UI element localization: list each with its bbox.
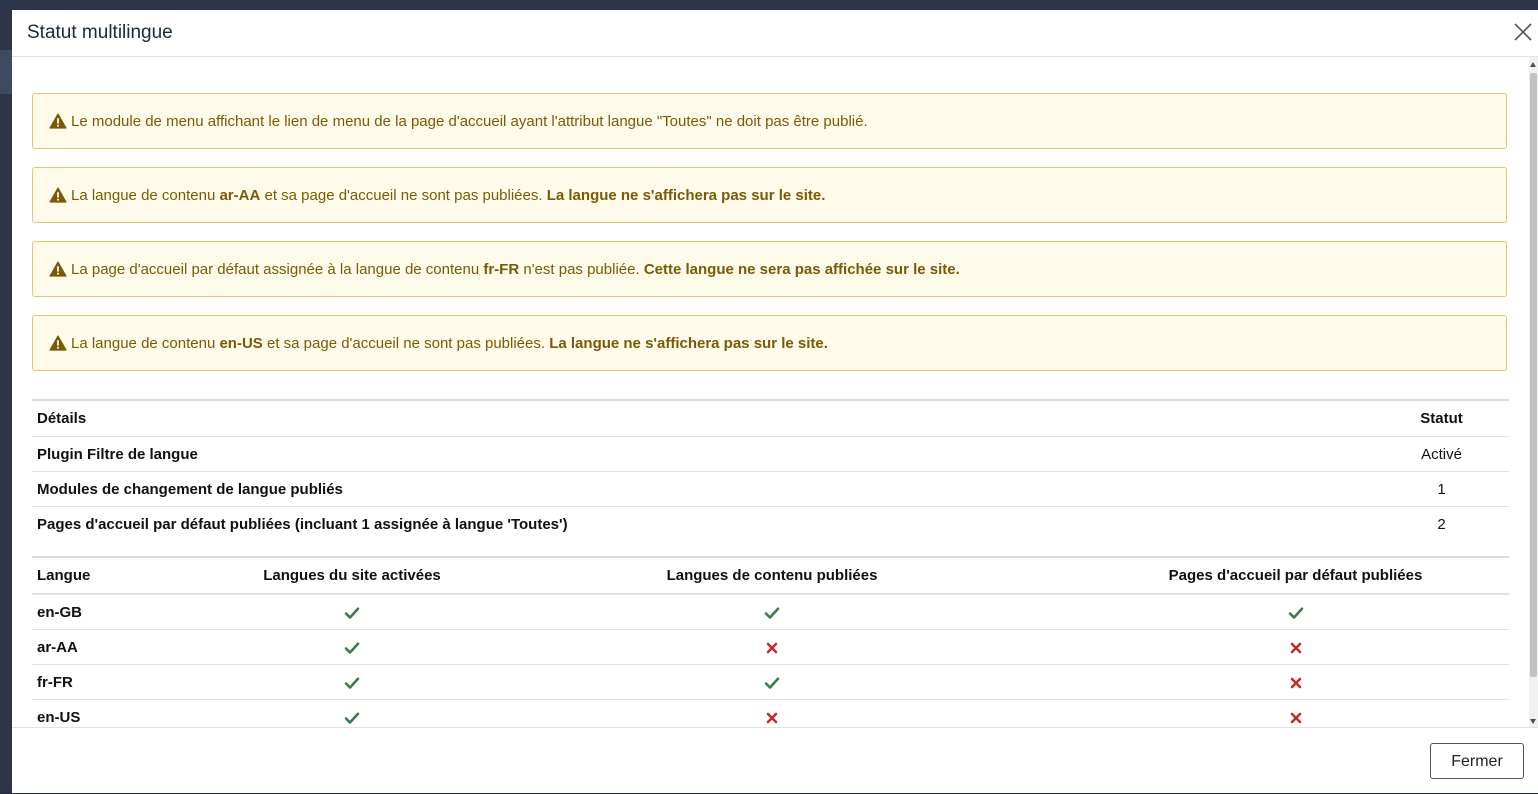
check-icon	[344, 675, 360, 691]
details-label: Modules de changement de langue publiés	[32, 472, 1374, 507]
site-enabled-status	[242, 630, 462, 665]
alert-emphasis: La langue ne s'affichera pas sur le site.	[549, 334, 828, 352]
alert-emphasis: La langue ne s'affichera pas sur le site.	[546, 186, 826, 204]
cross-icon	[1288, 710, 1304, 726]
multilingual-status-modal	[12, 10, 1538, 793]
home-published-status	[1082, 665, 1509, 700]
alert-message	[71, 187, 825, 204]
close-button[interactable]: Fermer	[1430, 743, 1524, 779]
modal-body	[12, 57, 1538, 727]
details-status-value: 1	[1374, 472, 1509, 507]
language-code: en-US	[32, 700, 242, 728]
language-row	[32, 594, 1509, 630]
cross-icon	[764, 640, 780, 656]
cross-icon	[1288, 640, 1304, 656]
background-app-topbar	[0, 0, 1538, 10]
language-code: fr-FR	[32, 665, 242, 700]
warning-triangle-icon	[49, 187, 67, 203]
background-app-sidebar	[0, 10, 12, 793]
language-row	[32, 630, 1509, 665]
modal-footer	[12, 727, 1538, 794]
language-header: Langue	[32, 557, 242, 594]
site-enabled-status	[242, 594, 462, 630]
details-row	[32, 507, 1509, 542]
languages-header-row	[32, 557, 1509, 594]
home-published-status	[1082, 630, 1509, 665]
alert-language-code: en-US	[219, 334, 263, 352]
alert-language-code: fr-FR	[483, 260, 520, 278]
languages-table	[32, 556, 1509, 727]
details-table	[32, 399, 1509, 541]
home-published-status	[1082, 700, 1509, 728]
home-published-header: Pages d'accueil par défaut publiées	[1082, 557, 1509, 594]
warning-triangle-icon	[49, 113, 67, 129]
check-icon	[764, 675, 780, 691]
alert-emphasis: Cette langue ne sera pas affichée sur le site.	[643, 260, 960, 278]
alert-message	[71, 335, 828, 352]
details-label: Plugin Filtre de langue	[32, 437, 1374, 472]
details-status-value: 2	[1374, 507, 1509, 542]
scroll-down-arrow[interactable]	[1530, 719, 1536, 724]
language-row	[32, 665, 1509, 700]
alert-language-code: ar-AA	[219, 186, 261, 204]
modal-header	[12, 10, 1538, 57]
alert-message	[71, 113, 868, 130]
details-row	[32, 472, 1509, 507]
content-published-header: Langues de contenu publiées	[462, 557, 1082, 594]
modal-title: Statut multilingue	[27, 22, 173, 43]
details-label: Pages d'accueil par défaut publiées (incluant 1 assignée à langue 'Toutes')	[32, 507, 1374, 542]
alert-text: La langue de contenu	[71, 186, 220, 204]
warning-alert	[32, 241, 1507, 297]
alert-text: Le module de menu affichant le lien de menu de la page d'accueil ayant l'attribut langue "Toutes" ne doit pas être publié.	[71, 112, 868, 130]
content-published-status	[462, 594, 1082, 630]
background-sidebar-highlight	[0, 50, 12, 94]
close-icon[interactable]	[1512, 21, 1534, 43]
alert-text-continued: et sa page d'accueil ne sont pas publiées.	[262, 334, 550, 352]
site-enabled-status	[242, 700, 462, 728]
status-header: Statut	[1374, 400, 1509, 437]
alert-text-continued: n'est pas publiée.	[519, 260, 644, 278]
check-icon	[764, 605, 780, 621]
warning-alert	[32, 167, 1507, 223]
warning-triangle-icon	[49, 261, 67, 277]
details-row	[32, 437, 1509, 472]
check-icon	[344, 710, 360, 726]
content-published-status	[462, 665, 1082, 700]
details-status-value: Activé	[1374, 437, 1509, 472]
content-published-status	[462, 700, 1082, 728]
details-header: Détails	[37, 410, 87, 427]
language-code: en-GB	[32, 594, 242, 630]
check-icon	[344, 640, 360, 656]
warning-alert	[32, 315, 1507, 371]
cross-icon	[1288, 675, 1304, 691]
check-icon	[344, 605, 360, 621]
scroll-up-arrow[interactable]	[1530, 62, 1536, 67]
alert-text-continued: et sa page d'accueil ne sont pas publiées.	[260, 186, 547, 204]
check-icon	[1288, 605, 1304, 621]
site-enabled-header: Langues du site activées	[242, 557, 462, 594]
content-published-status	[462, 630, 1082, 665]
warning-triangle-icon	[49, 335, 67, 351]
details-header-row	[32, 400, 1509, 437]
site-enabled-status	[242, 665, 462, 700]
vertical-scrollbar[interactable]	[1529, 57, 1538, 727]
language-code: ar-AA	[32, 630, 242, 665]
cross-icon	[764, 710, 780, 726]
alert-text: La langue de contenu	[71, 334, 220, 352]
home-published-status	[1082, 594, 1509, 630]
alert-message	[71, 261, 960, 278]
scrollbar-thumb[interactable]	[1530, 73, 1537, 677]
alert-text: La page d'accueil par défaut assignée à la langue de contenu	[71, 260, 484, 278]
warning-alert	[32, 93, 1507, 149]
language-row	[32, 700, 1509, 728]
